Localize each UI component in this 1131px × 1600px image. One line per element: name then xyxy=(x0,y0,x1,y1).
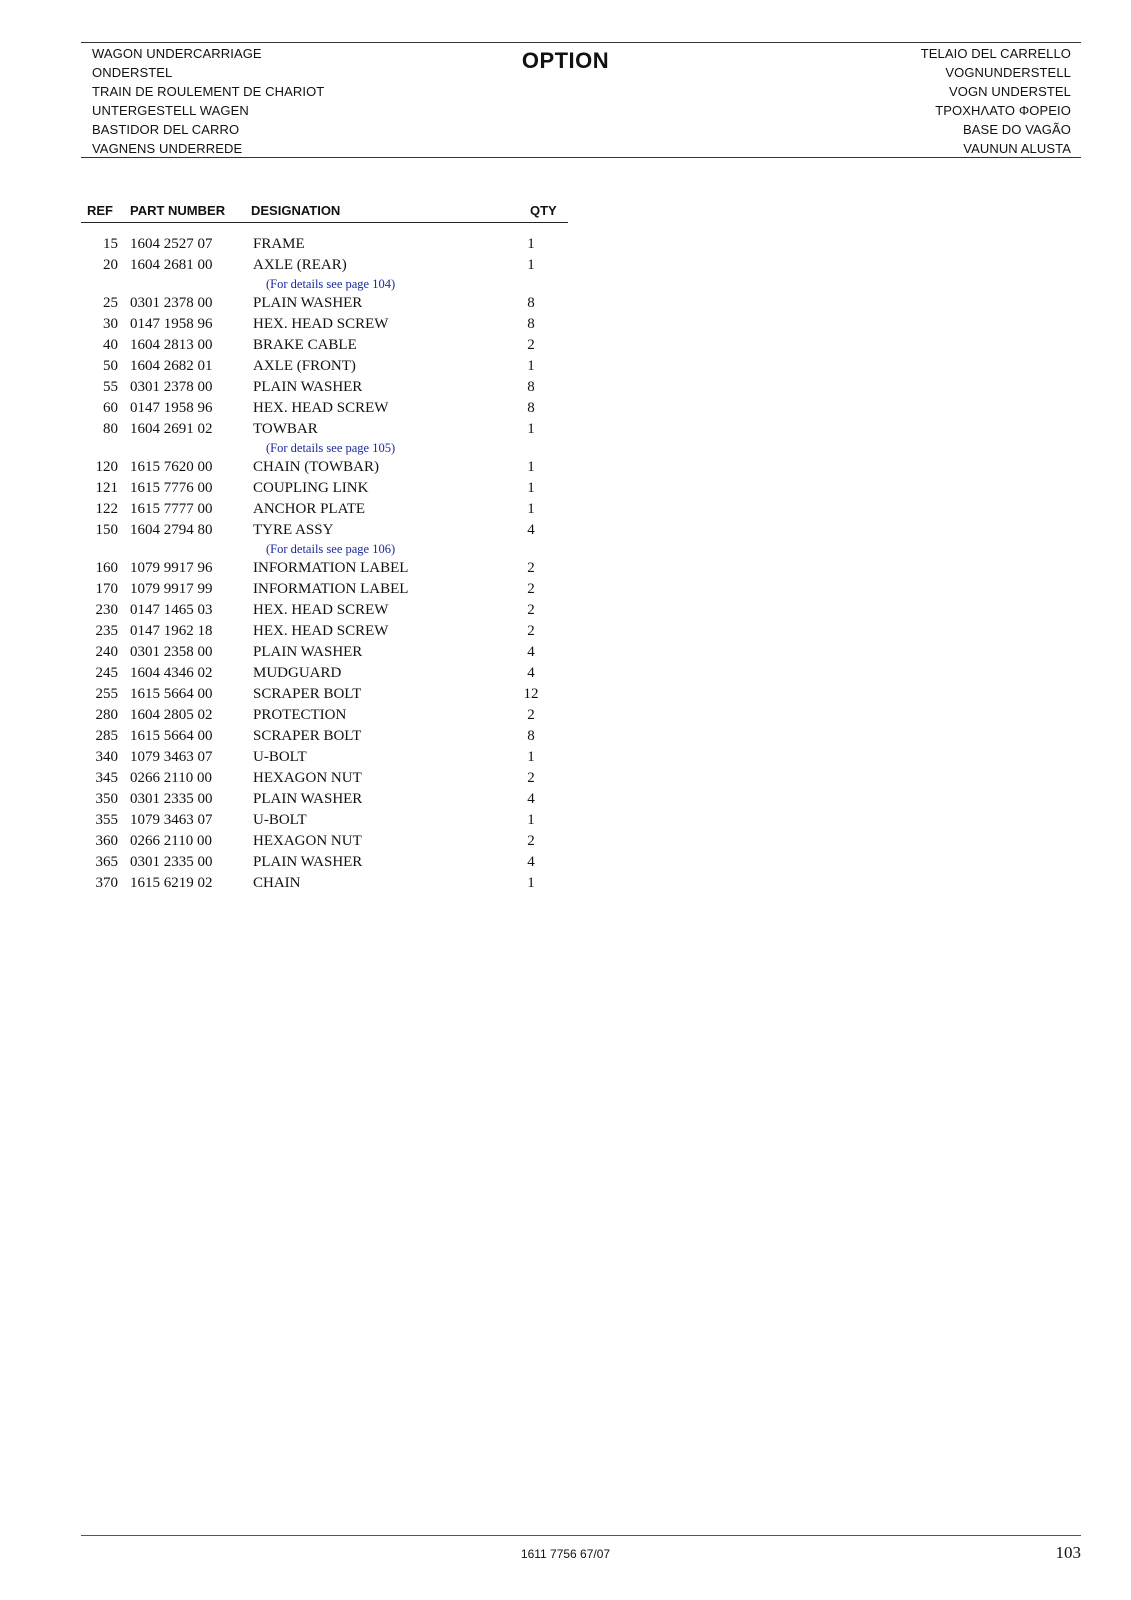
table-row xyxy=(81,600,568,621)
part-ref-cell: 255 xyxy=(95,686,118,702)
part-designation-cell: MUDGUARD xyxy=(253,665,342,681)
part-ref-cell: 50 xyxy=(103,358,118,374)
table-row xyxy=(81,768,568,789)
part-designation-cell: HEX. HEAD SCREW xyxy=(253,400,389,416)
table-row xyxy=(81,747,568,768)
part-ref-cell: 285 xyxy=(95,728,118,744)
part-ref-cell: 340 xyxy=(95,749,118,765)
part-number-cell: 0147 1465 03 xyxy=(130,602,213,618)
page-title: OPTION xyxy=(521,48,610,73)
part-ref-cell: 122 xyxy=(95,501,118,517)
table-row xyxy=(81,789,568,810)
part-ref-cell: 345 xyxy=(95,770,118,786)
header-title-sv: VAGNENS UNDERREDE xyxy=(92,141,243,156)
part-number-cell: 1615 5664 00 xyxy=(130,686,213,702)
part-designation-cell: PROTECTION xyxy=(253,707,347,723)
part-number-cell: 1615 7620 00 xyxy=(130,459,213,475)
part-number-cell: 1604 2682 01 xyxy=(130,358,213,374)
part-designation-cell: SCRAPER BOLT xyxy=(253,728,362,744)
part-qty-cell: 4 xyxy=(527,644,535,660)
part-ref-cell: 240 xyxy=(95,644,118,660)
part-number-cell: 0147 1958 96 xyxy=(130,316,213,332)
part-ref-cell: 360 xyxy=(95,833,118,849)
part-ref-cell: 25 xyxy=(103,295,118,311)
part-qty-cell: 2 xyxy=(527,337,535,353)
part-qty-cell: 4 xyxy=(527,854,535,870)
table-row xyxy=(81,852,568,873)
page-number: 103 xyxy=(1055,1543,1081,1562)
table-row xyxy=(81,520,568,541)
table-row xyxy=(81,377,568,398)
part-qty-cell: 1 xyxy=(527,236,535,252)
part-qty-cell: 2 xyxy=(527,707,535,723)
column-header-qty: QTY xyxy=(530,203,557,218)
part-qty-cell: 1 xyxy=(527,459,535,475)
detail-reference-note xyxy=(81,541,568,558)
part-ref-cell: 170 xyxy=(95,581,118,597)
detail-reference-note xyxy=(81,440,568,457)
part-qty-cell: 4 xyxy=(527,791,535,807)
part-number-cell: 0147 1958 96 xyxy=(130,400,213,416)
part-designation-cell: CHAIN xyxy=(253,875,301,891)
part-designation-cell: ANCHOR PLATE xyxy=(253,501,366,517)
part-number-cell: 1079 3463 07 xyxy=(130,749,213,765)
table-row xyxy=(81,579,568,600)
table-row xyxy=(81,663,568,684)
part-designation-cell: PLAIN WASHER xyxy=(253,295,363,311)
part-ref-cell: 280 xyxy=(95,707,118,723)
part-ref-cell: 121 xyxy=(95,480,118,496)
part-number-cell: 1604 4346 02 xyxy=(130,665,213,681)
part-qty-cell: 1 xyxy=(527,749,535,765)
table-row xyxy=(81,684,568,705)
part-qty-cell: 1 xyxy=(527,875,535,891)
table-row xyxy=(81,642,568,663)
document-code: 1611 7756 67/07 xyxy=(520,1547,611,1561)
part-designation-cell: HEX. HEAD SCREW xyxy=(253,316,389,332)
part-number-cell: 1079 9917 99 xyxy=(130,581,213,597)
part-designation-cell: TYRE ASSY xyxy=(253,522,334,538)
header-title-fi: VAUNUN ALUSTA xyxy=(963,141,1071,156)
table-row xyxy=(81,314,568,335)
part-ref-cell: 30 xyxy=(103,316,118,332)
header-title-fr: TRAIN DE ROULEMENT DE CHARIOT xyxy=(92,84,325,99)
detail-reference-note xyxy=(81,276,568,293)
part-designation-cell: AXLE (FRONT) xyxy=(253,358,356,374)
part-ref-cell: 55 xyxy=(103,379,118,395)
part-qty-cell: 8 xyxy=(527,379,535,395)
table-row xyxy=(81,335,568,356)
header-bottom-rule xyxy=(81,157,1081,158)
part-number-cell: 0301 2335 00 xyxy=(130,854,213,870)
table-row xyxy=(81,726,568,747)
part-designation-cell: PLAIN WASHER xyxy=(253,854,363,870)
part-ref-cell: 20 xyxy=(103,257,118,273)
part-designation-cell: TOWBAR xyxy=(253,421,318,437)
table-row xyxy=(81,293,568,314)
part-ref-cell: 365 xyxy=(95,854,118,870)
part-number-cell: 1604 2813 00 xyxy=(130,337,213,353)
part-qty-cell: 1 xyxy=(527,257,535,273)
table-row xyxy=(81,419,568,440)
table-row xyxy=(81,831,568,852)
part-qty-cell: 2 xyxy=(527,833,535,849)
part-ref-cell: 350 xyxy=(95,791,118,807)
part-ref-cell: 40 xyxy=(103,337,118,353)
part-qty-cell: 2 xyxy=(527,560,535,576)
header-title-de: UNTERGESTELL WAGEN xyxy=(92,103,249,118)
part-qty-cell: 1 xyxy=(527,421,535,437)
table-row xyxy=(81,873,568,894)
part-designation-cell: COUPLING LINK xyxy=(253,480,369,496)
header-title-no: VOGNUNDERSTELL xyxy=(945,65,1071,80)
column-header-ref: REF xyxy=(87,203,113,218)
part-number-cell: 0301 2335 00 xyxy=(130,791,213,807)
part-designation-cell: HEX. HEAD SCREW xyxy=(253,602,389,618)
part-qty-cell: 8 xyxy=(527,295,535,311)
part-number-cell: 1079 3463 07 xyxy=(130,812,213,828)
part-qty-cell: 1 xyxy=(527,480,535,496)
table-row xyxy=(81,255,568,276)
part-number-cell: 1079 9917 96 xyxy=(130,560,213,576)
part-designation-cell: PLAIN WASHER xyxy=(253,644,363,660)
part-qty-cell: 4 xyxy=(527,522,535,538)
part-designation-cell: HEXAGON NUT xyxy=(253,770,362,786)
header-top-rule xyxy=(81,42,1081,43)
part-number-cell: 0266 2110 00 xyxy=(130,833,212,849)
part-qty-cell: 1 xyxy=(527,358,535,374)
part-designation-cell: U-BOLT xyxy=(253,749,307,765)
part-number-cell: 0301 2378 00 xyxy=(130,295,213,311)
header-title-da: VOGN UNDERSTEL xyxy=(948,84,1071,99)
part-ref-cell: 120 xyxy=(95,459,118,475)
part-designation-cell: PLAIN WASHER xyxy=(253,791,363,807)
part-qty-cell: 4 xyxy=(527,665,535,681)
table-row xyxy=(81,398,568,419)
part-designation-cell: INFORMATION LABEL xyxy=(253,560,409,576)
part-ref-cell: 80 xyxy=(103,421,118,437)
part-designation-cell: FRAME xyxy=(253,236,305,252)
footer-rule xyxy=(81,1535,1081,1536)
detail-reference-text: (For details see page 106) xyxy=(266,542,396,556)
part-ref-cell: 60 xyxy=(103,400,118,416)
table-row xyxy=(81,621,568,642)
part-number-cell: 1604 2691 02 xyxy=(130,421,213,437)
part-qty-cell: 1 xyxy=(527,501,535,517)
part-number-cell: 1615 6219 02 xyxy=(130,875,213,891)
parts-table-body xyxy=(81,234,568,894)
part-number-cell: 1604 2527 07 xyxy=(130,236,213,252)
part-number-cell: 1604 2794 80 xyxy=(130,522,213,538)
part-ref-cell: 355 xyxy=(95,812,118,828)
part-ref-cell: 235 xyxy=(95,623,118,639)
table-row xyxy=(81,558,568,579)
part-qty-cell: 2 xyxy=(527,623,535,639)
part-qty-cell: 1 xyxy=(527,812,535,828)
header-title-nl: ONDERSTEL xyxy=(92,65,173,80)
part-qty-cell: 2 xyxy=(527,602,535,618)
part-ref-cell: 245 xyxy=(95,665,118,681)
part-number-cell: 0147 1962 18 xyxy=(130,623,213,639)
part-designation-cell: CHAIN (TOWBAR) xyxy=(253,459,379,475)
table-row xyxy=(81,705,568,726)
part-designation-cell: PLAIN WASHER xyxy=(253,379,363,395)
part-qty-cell: 12 xyxy=(523,686,539,702)
part-number-cell: 1604 2681 00 xyxy=(130,257,213,273)
detail-reference-text: (For details see page 104) xyxy=(266,277,396,291)
header-title-it: TELAIO DEL CARRELLO xyxy=(920,46,1071,61)
parts-table xyxy=(81,198,568,894)
part-designation-cell: U-BOLT xyxy=(253,812,307,828)
part-qty-cell: 8 xyxy=(527,316,535,332)
header-title-pt: BASE DO VAGÃO xyxy=(963,122,1071,137)
part-qty-cell: 8 xyxy=(527,400,535,416)
part-ref-cell: 230 xyxy=(95,602,118,618)
column-header-part-number: PART NUMBER xyxy=(130,203,226,218)
part-designation-cell: HEX. HEAD SCREW xyxy=(253,623,389,639)
part-number-cell: 0301 2358 00 xyxy=(130,644,213,660)
column-header-designation: DESIGNATION xyxy=(251,203,341,218)
table-row xyxy=(81,234,568,255)
part-designation-cell: INFORMATION LABEL xyxy=(253,581,409,597)
table-row xyxy=(81,499,568,520)
part-number-cell: 0301 2378 00 xyxy=(130,379,213,395)
part-number-cell: 1615 5664 00 xyxy=(130,728,213,744)
header-title-es: BASTIDOR DEL CARRO xyxy=(92,122,240,137)
part-qty-cell: 8 xyxy=(527,728,535,744)
header-title-el: ΤΡΟΧΗΛΑΤΟ ΦΟΡΕΙΟ xyxy=(935,103,1071,118)
part-number-cell: 1604 2805 02 xyxy=(130,707,213,723)
part-number-cell: 1615 7776 00 xyxy=(130,480,213,496)
table-row xyxy=(81,356,568,377)
table-row xyxy=(81,457,568,478)
part-designation-cell: HEXAGON NUT xyxy=(253,833,362,849)
part-ref-cell: 160 xyxy=(95,560,118,576)
part-qty-cell: 2 xyxy=(527,770,535,786)
header-titles-right xyxy=(921,44,1071,158)
part-designation-cell: SCRAPER BOLT xyxy=(253,686,362,702)
table-row xyxy=(81,478,568,499)
table-row xyxy=(81,810,568,831)
part-ref-cell: 15 xyxy=(103,236,118,252)
parts-table-header xyxy=(81,198,568,223)
part-qty-cell: 2 xyxy=(527,581,535,597)
detail-reference-text: (For details see page 105) xyxy=(266,441,396,455)
header-title-en: WAGON UNDERCARRIAGE xyxy=(92,46,262,61)
part-designation-cell: BRAKE CABLE xyxy=(253,337,357,353)
part-number-cell: 1615 7777 00 xyxy=(130,501,213,517)
part-ref-cell: 150 xyxy=(95,522,118,538)
part-number-cell: 0266 2110 00 xyxy=(130,770,212,786)
part-ref-cell: 370 xyxy=(95,875,118,891)
part-designation-cell: AXLE (REAR) xyxy=(253,257,347,273)
